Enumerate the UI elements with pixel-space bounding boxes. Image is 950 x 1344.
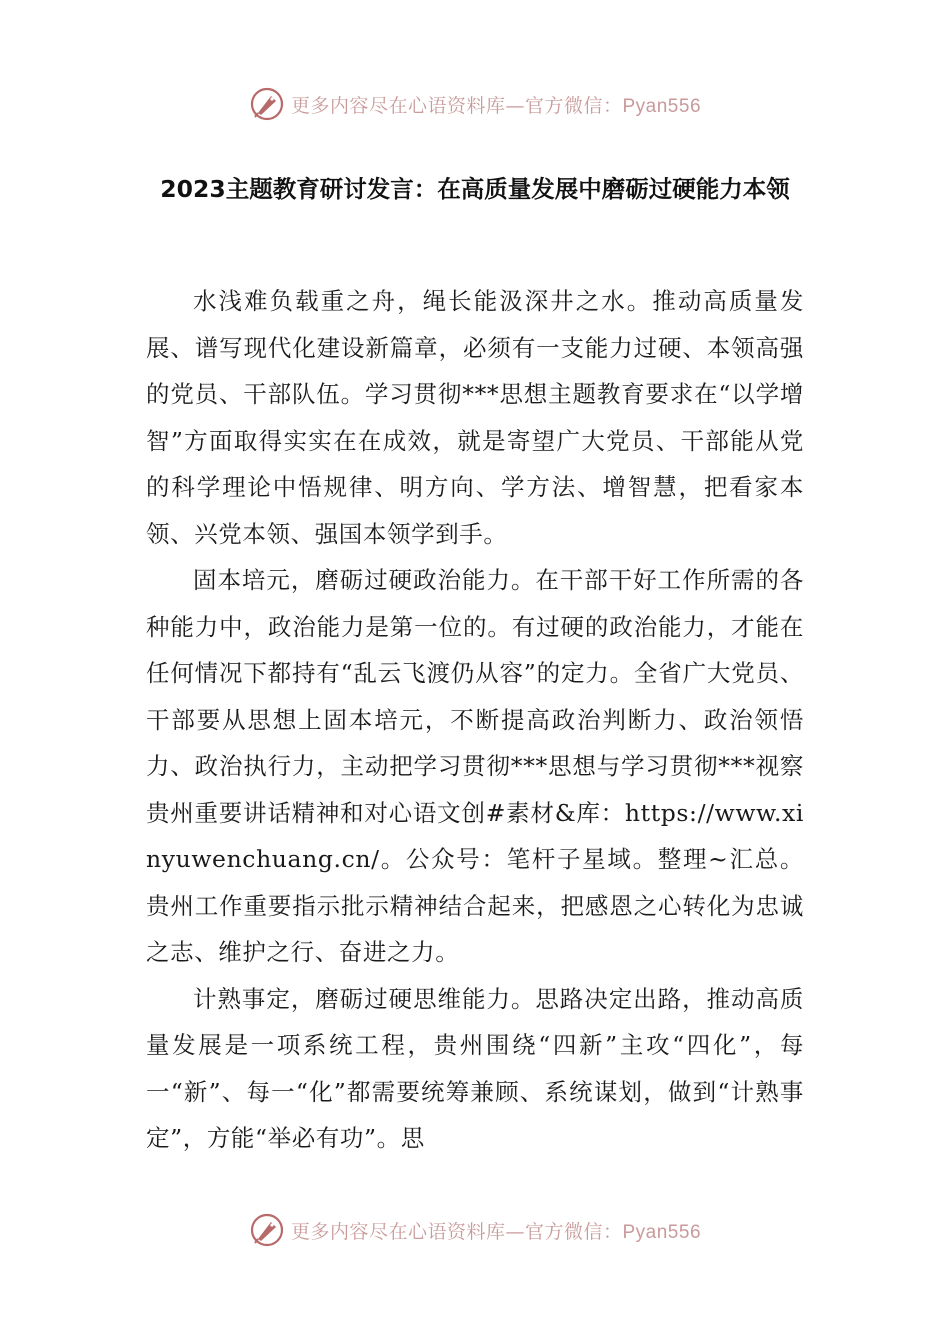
paragraph-3: 计熟事定，磨砺过硬思维能力。思路决定出路，推动高质量发展是一项系统工程，贵州围绕“四新”主攻“四化”，每一“新”、每一“化”都需要统筹兼顾、系统谋划，做到“计熟事定”，方能“举必有功”。思 xyxy=(146,984,804,1152)
watermark-banner-bottom xyxy=(0,1210,950,1250)
watermark-text: 更多内容尽在心语资料库—官方微信：Pyan556 xyxy=(290,94,702,117)
watermark-banner-top xyxy=(0,84,950,124)
pen-nib-logo-icon xyxy=(249,86,285,122)
paragraph-1: 水浅难负载重之舟，绳长能汲深井之水。推动高质量发展、谱写现代化建设新篇章，必须有一支能力过硬、本领高强的党员、干部队伍。学习贯彻***思想主题教育要求在“以学增智”方面取得实实在在成效，就是寄望广大党员、干部能从党的科学理论中悟规律、明方向、学方法、增智慧，把看家本领、兴党本领、强国本领学到手。 xyxy=(146,287,804,548)
watermark-text: 更多内容尽在心语资料库—官方微信：Pyan556 xyxy=(290,1220,702,1243)
pen-nib-logo-icon xyxy=(249,1212,285,1248)
document-body xyxy=(146,278,804,1162)
paragraph-2: 固本培元，磨砺过硬政治能力。在干部干好工作所需的各种能力中，政治能力是第一位的。有过硬的政治能力，才能在任何情况下都持有“乱云飞渡仍从容”的定力。全省广大党员、干部要从思想上固本培元，不断提高政治判断力、政治领悟力、政治执行力，主动把学习贯彻***思想与学习贯彻***视察贵州重要讲话精神和对心语文创#素材&库：https://www.xinyuwenchuang.cn/。公众号：笔杆子星域。整理~汇总。贵州工作重要指示批示精神结合起来，把感恩之心转化为忠诚之志、维护之行、奋进之力。 xyxy=(146,566,804,966)
document-title: 2023主题教育研讨发言：在高质量发展中磨砺过硬能力本领 xyxy=(160,175,790,203)
